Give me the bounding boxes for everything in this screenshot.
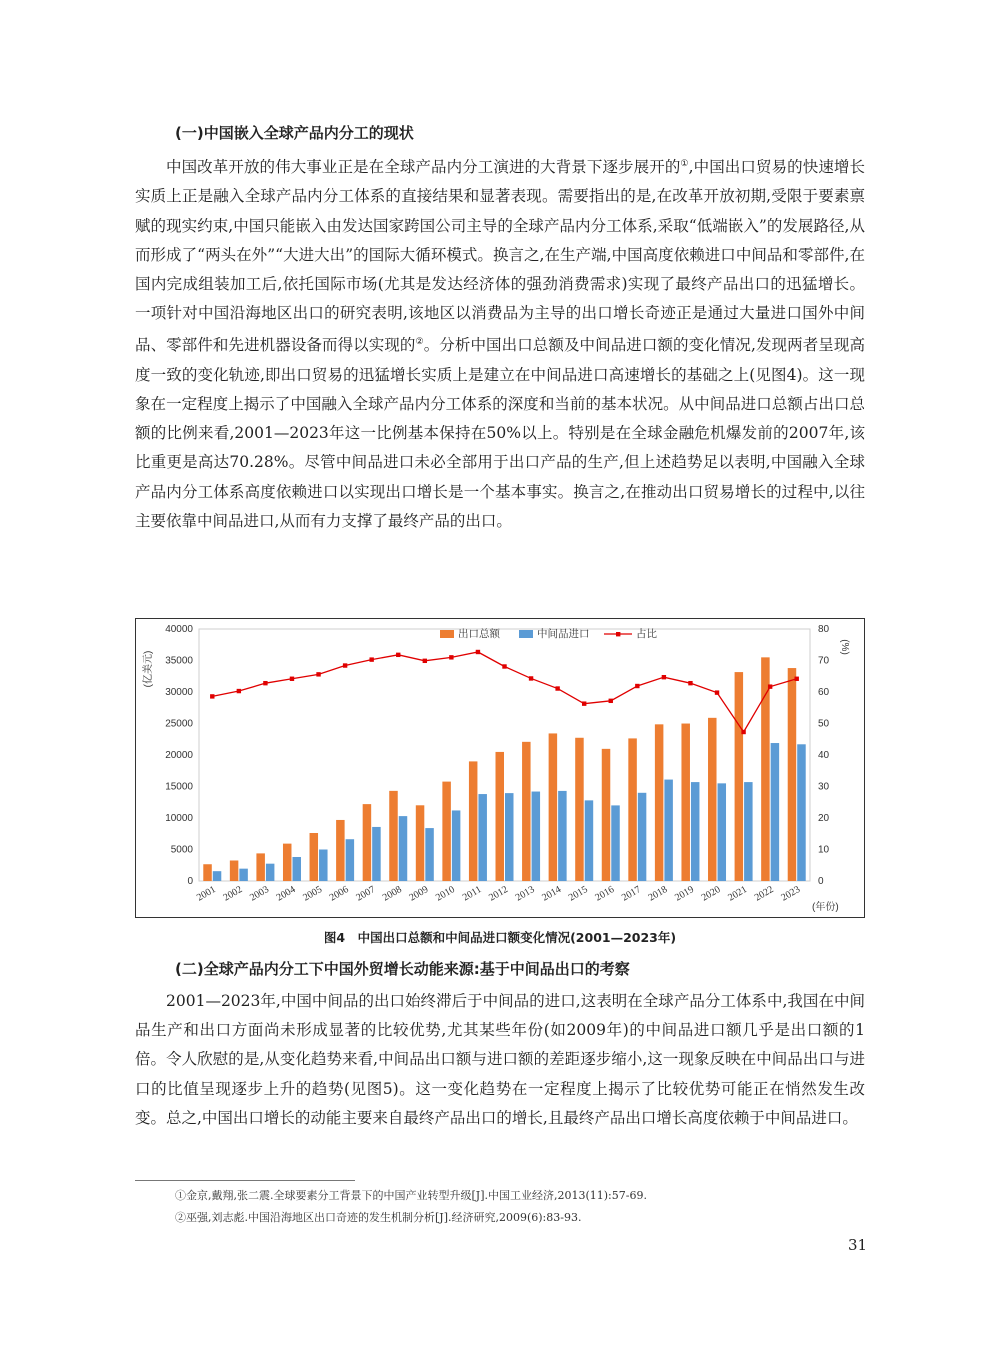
- x-tick-label: 2016: [593, 884, 617, 904]
- bar-export: [602, 749, 611, 881]
- bar-intermediate-import: [664, 780, 673, 881]
- footnote-ref-1[interactable]: ①: [680, 159, 689, 169]
- bar-intermediate-import: [797, 744, 806, 881]
- line-ratio-point: [210, 694, 214, 698]
- line-ratio-point: [635, 684, 639, 688]
- line-ratio-point: [768, 684, 772, 688]
- y-tick-label: 25000: [165, 718, 193, 730]
- bar-intermediate-import: [452, 810, 461, 881]
- x-tick-label: 2014: [540, 884, 564, 904]
- y-tick-label: 15000: [165, 781, 193, 793]
- bar-export: [655, 724, 664, 881]
- bar-export: [442, 782, 451, 881]
- bar-intermediate-import: [718, 783, 727, 881]
- line-ratio-point: [237, 689, 241, 693]
- y-tick-label: 20000: [165, 750, 193, 761]
- y-axis-label: (亿美元): [143, 650, 154, 688]
- bar-intermediate-import: [266, 864, 275, 881]
- bar-intermediate-import: [611, 805, 620, 881]
- bar-intermediate-import: [585, 800, 594, 881]
- bar-intermediate-import: [346, 839, 355, 881]
- bar-intermediate-import: [372, 827, 381, 881]
- para1-text-c: 。分析中国出口总额及中间品进口额的变化情况,发现两者呈现高度一致的变化轨迹,即出口贸易的迅猛增长实质上是建立在中间品进口高速增长的基础之上(见图4)。这一现象在一定程度上揭示了中国融入全球产品内分工体系的深度和当前的基本状况。从中间品进口总额占出口总额的比例来看,2001—2023年这一比例基本保持在50%以上。特别是在全球金融危机爆发前的2007年,该比重更是高达70.28%。尽管中间品进口未必全部用于出口产品的生产,但上述趋势足以表明,中国融入全球产品内分工体系高度依赖进口以实现出口增长是一个基本事实。换言之,在推动出口贸易增长的过程中,以往主要依靠中间品进口,从而有力支撑了最终产品的出口。: [135, 336, 865, 530]
- bar-export: [522, 742, 531, 881]
- bar-intermediate-import: [744, 782, 753, 881]
- section-heading-1: (一)中国嵌入全球产品内分工的现状: [175, 124, 414, 142]
- line-ratio-point: [529, 676, 533, 680]
- bar-intermediate-import: [532, 792, 541, 881]
- bar-export: [256, 853, 265, 881]
- body-paragraph-2: 2001—2023年,中国中间品的出口始终滞后于中间品的进口,这表明在全球产品分工体系中,我国在中间品生产和出口方面尚未形成显著的比较优势,尤其某些年份(如2009年)的中间品进口额几乎是出口额的1倍。令人欣慰的是,从变化趋势来看,中间品出口额与进口额的差距逐步缩小,这一现象反映在中间品出口与进口的比值呈现逐步上升的趋势(见图5)。这一变化趋势在一定程度上揭示了比较优势可能正在悄然发生改变。总之,中国出口增长的动能主要来自最终产品出口的增长,且最终产品出口增长高度依赖于中间品进口。: [135, 992, 865, 1127]
- legend-swatch-export: [440, 630, 454, 638]
- line-ratio-point: [795, 677, 799, 681]
- bar-intermediate-import: [399, 816, 408, 881]
- y-tick-label: 5000: [170, 844, 193, 856]
- footnote-1: ①金京,戴翔,张二震.全球要素分工背景下的中国产业转型升级[J].中国工业经济,2013(11):57-69.: [175, 1189, 647, 1202]
- x-tick-label: 2011: [460, 884, 484, 904]
- bar-intermediate-import: [319, 850, 328, 882]
- y2-tick-label: 50: [818, 718, 830, 730]
- x-tick-label: 2020: [699, 884, 723, 904]
- section-heading-2: (二)全球产品内分工下中国外贸增长动能来源:基于中间品出口的考察: [175, 960, 630, 978]
- bar-export: [230, 860, 239, 881]
- line-ratio-point: [343, 663, 347, 667]
- x-tick-label: 2001: [194, 884, 218, 904]
- bar-export: [681, 724, 690, 881]
- x-tick-label: 2022: [752, 884, 776, 904]
- y-tick-label: 40000: [165, 624, 193, 635]
- bar-export: [575, 738, 584, 881]
- line-ratio-point: [662, 675, 666, 679]
- bar-intermediate-import: [292, 857, 301, 881]
- x-tick-label: 2010: [434, 884, 457, 904]
- bar-export: [203, 864, 212, 881]
- footnote-ref-2[interactable]: ②: [415, 337, 424, 348]
- y-tick-label: 10000: [165, 813, 193, 824]
- chart-svg: [136, 619, 864, 917]
- y2-axis-label: (%): [839, 639, 850, 655]
- x-tick-label: 2009: [407, 884, 431, 904]
- y2-tick-label: 10: [818, 844, 830, 856]
- para1-text-b: ,中国出口贸易的快速增长实质上正是融入全球产品内分工体系的直接结果和显著表现。需要指出的是,在改革开放初期,受限于要素禀赋的现实约束,中国只能嵌入由发达国家跨国公司主导的全球产品内分工体系,采取“低端嵌入”的发展路径,从而形成了“两头在外”“大进大出”的国际大循环模式。换言之,在生产端,中国高度依赖进口中间品和零部件,在国内完成组装加工后,依托国际市场(尤其是发达经济体的强劲消费需求)实现了最终产品出口的迅猛增长。一项针对中国沿海地区出口的研究表明,该地区以消费品为主导的出口增长奇迹正是通过大量进口国外中间品、零部件和先进机器设备而得以实现的: [135, 158, 865, 355]
- y2-tick-label: 0: [818, 876, 824, 887]
- x-tick-label: 2005: [301, 884, 325, 904]
- legend-label-ratio: 占比: [636, 628, 657, 640]
- y-tick-label: 35000: [165, 655, 193, 667]
- y-tick-label: 0: [187, 876, 193, 887]
- bar-intermediate-import: [239, 869, 248, 881]
- x-axis-label: (年份): [812, 902, 839, 913]
- x-tick-label: 2002: [221, 884, 245, 904]
- figure-caption: 图4 中国出口总额和中间品进口额变化情况(2001—2023年): [323, 930, 677, 945]
- x-tick-label: 2003: [248, 884, 271, 904]
- x-tick-label: 2012: [487, 884, 510, 904]
- legend-swatch-ratio-marker: [616, 632, 620, 636]
- x-tick-label: 2023: [779, 884, 803, 904]
- figure-4-chart: [135, 618, 865, 918]
- legend-label-import: 中间品进口: [537, 628, 590, 640]
- x-tick-label: 2015: [566, 884, 590, 904]
- line-ratio-point: [555, 686, 559, 690]
- bar-export: [708, 718, 717, 881]
- bar-intermediate-import: [425, 828, 434, 881]
- legend-label-export: 出口总额: [458, 628, 500, 640]
- bar-export: [628, 738, 637, 881]
- line-ratio-point: [582, 701, 586, 705]
- line-ratio-point: [449, 655, 453, 659]
- bar-export: [416, 805, 425, 881]
- x-tick-label: 2006: [327, 884, 351, 904]
- bar-export: [788, 668, 797, 881]
- x-tick-label: 2013: [513, 884, 537, 904]
- y2-tick-label: 20: [818, 813, 830, 824]
- y-tick-label: 30000: [165, 687, 193, 698]
- bar-export: [549, 733, 558, 881]
- para1-text-a: 中国改革开放的伟大事业正是在全球产品内分工演进的大背景下逐步展开的: [166, 158, 681, 177]
- line-ratio-point: [688, 681, 692, 685]
- bar-intermediate-import: [638, 793, 647, 881]
- line-ratio-point: [396, 653, 400, 657]
- line-ratio-point: [609, 699, 613, 703]
- page-number: 31: [848, 1236, 868, 1254]
- y2-tick-label: 40: [818, 750, 830, 761]
- bar-intermediate-import: [771, 743, 780, 881]
- bar-export: [363, 804, 372, 881]
- line-ratio-point: [715, 690, 719, 694]
- y2-tick-label: 60: [818, 687, 830, 698]
- x-tick-label: 2017: [620, 884, 643, 904]
- x-tick-label: 2004: [274, 884, 298, 904]
- line-ratio-point: [423, 659, 427, 663]
- y2-tick-label: 70: [818, 655, 830, 667]
- bar-intermediate-import: [478, 794, 487, 881]
- bar-intermediate-import: [558, 791, 567, 881]
- body-paragraph-1: [135, 150, 865, 536]
- bar-export: [336, 820, 345, 881]
- legend-swatch-import: [519, 630, 533, 638]
- bar-export: [310, 833, 319, 881]
- bar-export: [735, 672, 744, 881]
- footnote-2: ②巫强,刘志彪.中国沿海地区出口奇迹的发生机制分析[J].经济研究,2009(6):83-93.: [175, 1211, 582, 1224]
- bar-intermediate-import: [505, 793, 514, 881]
- bar-export: [283, 844, 292, 881]
- bar-export: [496, 752, 505, 881]
- line-ratio-point: [263, 681, 267, 685]
- line-ratio-point: [476, 650, 480, 654]
- line-ratio-point: [369, 657, 373, 661]
- x-tick-label: 2019: [673, 884, 696, 904]
- line-ratio-point: [290, 677, 294, 681]
- line-ratio-point: [502, 664, 506, 668]
- y2-tick-label: 80: [818, 624, 830, 635]
- bar-intermediate-import: [213, 871, 222, 881]
- x-tick-label: 2021: [726, 884, 750, 904]
- x-tick-label: 2007: [354, 884, 378, 904]
- line-ratio-point: [316, 672, 320, 676]
- bar-export: [389, 791, 398, 881]
- footnote-divider: [135, 1180, 355, 1181]
- y2-tick-label: 30: [818, 781, 830, 793]
- x-tick-label: 2008: [380, 884, 404, 904]
- bar-intermediate-import: [691, 782, 700, 881]
- bar-export: [469, 761, 478, 881]
- line-ratio-point: [741, 730, 745, 734]
- x-tick-label: 2018: [646, 884, 670, 904]
